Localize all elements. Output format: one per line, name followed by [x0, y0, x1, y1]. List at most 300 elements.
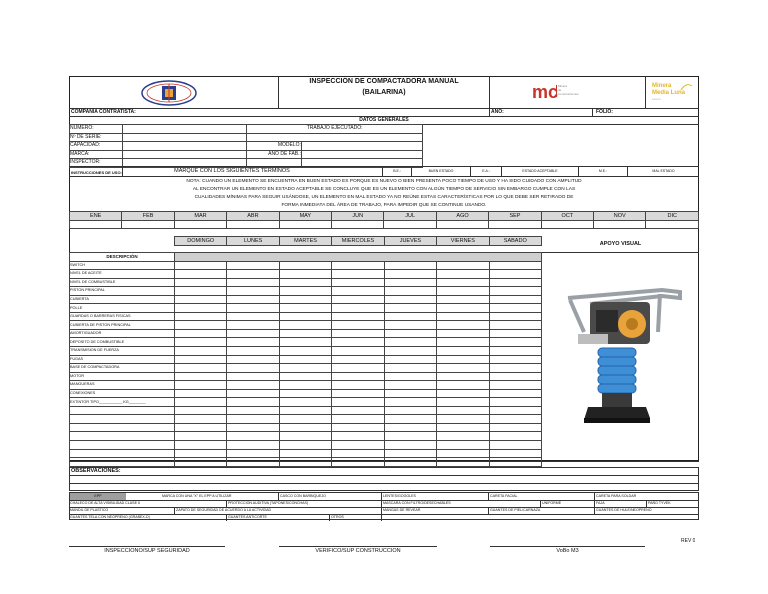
epp-careta-soldar[interactable]: CARETA PARA SOLDAR — [596, 494, 637, 498]
epp-mangas[interactable]: MANGAS DE REVEAR — [383, 508, 421, 512]
check-cell[interactable] — [384, 261, 436, 270]
check-cell[interactable] — [437, 338, 489, 347]
month-cell[interactable]: FEB — [122, 212, 174, 221]
check-cell[interactable] — [227, 441, 279, 450]
table-row — [70, 321, 542, 330]
check-cell[interactable] — [175, 295, 227, 304]
note-line-3: CUALIDADES MÍNIMAS PARA SEGUIR USÁNDOSE, UN ELEMENTO EN MAL ESTADO YA NO REÚNE ESTAS CARACTERÍSTICAS POR LO QUE DEBE SER RETIRADO DE — [194, 195, 574, 200]
table-row — [70, 295, 542, 304]
table-row — [70, 364, 542, 373]
day-sunday: DOMINGO — [175, 237, 227, 246]
check-cell[interactable] — [437, 295, 489, 304]
item-label: NIVEL DE ACEITE — [70, 271, 102, 276]
check-cell[interactable] — [279, 270, 331, 279]
col-line — [226, 500, 227, 507]
company-label: COMPAÑÍA CONTRATISTA: — [71, 109, 136, 115]
check-cell[interactable] — [175, 321, 227, 330]
check-cell[interactable] — [489, 432, 541, 441]
instructions-label: INSTRUCCIONES DE USO: — [71, 170, 122, 175]
check-cell[interactable] — [332, 338, 384, 347]
signature-construction: VERIFICÓ/SUP CONSTRUCCIÓN — [315, 548, 401, 554]
item-label: NIVEL DE COMBUSTIBLE — [70, 279, 116, 284]
check-cell[interactable] — [332, 295, 384, 304]
check-cell[interactable] — [384, 423, 436, 432]
check-cell[interactable] — [384, 347, 436, 356]
check-cell[interactable] — [175, 355, 227, 364]
check-cell[interactable] — [332, 406, 384, 415]
month-cell[interactable]: MAR — [174, 212, 226, 221]
month-cell[interactable]: JUL — [384, 212, 436, 221]
check-cell[interactable] — [332, 449, 384, 458]
check-cell[interactable] — [279, 432, 331, 441]
item-label: AMORTIGUADOR — [70, 331, 102, 336]
row-line — [69, 461, 699, 462]
col-line — [488, 493, 489, 500]
epp-tyvek[interactable]: PAÑO TYVEK — [648, 501, 671, 505]
table-row — [70, 270, 542, 279]
check-cell[interactable] — [279, 406, 331, 415]
check-cell[interactable] — [332, 347, 384, 356]
check-cell[interactable] — [175, 449, 227, 458]
check-cell[interactable] — [437, 381, 489, 390]
check-cell[interactable] — [332, 312, 384, 321]
check-cell[interactable] — [384, 372, 436, 381]
header-divider — [645, 76, 646, 108]
table-row — [70, 312, 542, 321]
col-line — [489, 108, 490, 116]
form-title: INSPECCIÓN DE COMPACTADORA MANUAL — [309, 78, 459, 85]
check-cell[interactable] — [384, 364, 436, 373]
marca-label: MARCA: — [70, 150, 90, 157]
epp-zapato[interactable]: ZAPATO DE SEGURIDAD DE ACUERDO A LA ACTIVIDAD — [176, 508, 272, 512]
item-label: CUBIERTA — [70, 297, 89, 301]
check-cell[interactable] — [332, 321, 384, 330]
check-cell[interactable] — [489, 381, 541, 390]
check-cell[interactable] — [175, 304, 227, 313]
days-header — [174, 236, 542, 246]
check-cell[interactable] — [332, 364, 384, 373]
general-fields-grid — [69, 124, 423, 168]
month-cell[interactable]: NOV — [594, 212, 646, 221]
epp-chaleco[interactable]: CHALECO DE ALTA VISIBILIDAD CLASE II — [70, 501, 140, 505]
check-cell[interactable] — [227, 423, 279, 432]
check-cell[interactable] — [489, 398, 541, 407]
check-cell[interactable] — [175, 423, 227, 432]
check-cell[interactable] — [384, 321, 436, 330]
check-cell[interactable] — [175, 270, 227, 279]
check-cell[interactable] — [384, 441, 436, 450]
table-row — [70, 381, 542, 390]
check-cell[interactable] — [227, 287, 279, 296]
check-cell[interactable] — [227, 406, 279, 415]
year-label: AÑO: — [491, 109, 504, 115]
check-cell[interactable] — [175, 338, 227, 347]
epp-label: EPP — [70, 493, 126, 500]
check-cell[interactable] — [489, 321, 541, 330]
check-cell[interactable] — [332, 261, 384, 270]
check-cell[interactable] — [384, 432, 436, 441]
check-cell[interactable] — [489, 270, 541, 279]
check-cell[interactable] — [175, 278, 227, 287]
table-row — [70, 347, 542, 356]
check-cell[interactable] — [175, 312, 227, 321]
general-data-header: DATOS GENERALES — [359, 117, 409, 123]
check-cell[interactable] — [227, 270, 279, 279]
check-cell[interactable] — [332, 398, 384, 407]
check-cell[interactable] — [489, 449, 541, 458]
check-cell[interactable] — [332, 432, 384, 441]
epp-careta-facial[interactable]: CARETA FACIAL — [490, 494, 518, 498]
check-cell[interactable] — [279, 381, 331, 390]
check-cell[interactable] — [279, 398, 331, 407]
check-cell[interactable] — [384, 287, 436, 296]
capacidad-label: CAPACIDAD: — [70, 142, 101, 149]
check-cell[interactable] — [489, 372, 541, 381]
table-row — [70, 389, 542, 398]
check-cell[interactable] — [437, 261, 489, 270]
check-cell[interactable] — [332, 329, 384, 338]
check-cell[interactable] — [227, 278, 279, 287]
table-row — [70, 449, 542, 458]
term-me: M.E.: — [578, 166, 627, 176]
check-cell[interactable] — [332, 287, 384, 296]
check-cell[interactable] — [384, 381, 436, 390]
numero-field[interactable] — [122, 125, 247, 134]
check-cell[interactable] — [489, 347, 541, 356]
check-cell[interactable] — [227, 312, 279, 321]
item-label: BASE DE COMPACTADORA — [70, 365, 120, 370]
signature-vobo: VoBo M3 — [556, 548, 579, 554]
row-line — [542, 252, 699, 253]
check-cell[interactable] — [175, 441, 227, 450]
check-cell[interactable] — [175, 415, 227, 424]
col-line — [488, 507, 489, 514]
luna-logo-line2: Media Luna — [652, 90, 686, 96]
crescent-moon-icon — [678, 82, 694, 92]
check-cell[interactable] — [437, 347, 489, 356]
row-line — [70, 483, 698, 484]
check-cell[interactable] — [227, 329, 279, 338]
epp-casco[interactable]: CASCO CON BARBIQUEJO — [280, 494, 326, 498]
check-cell[interactable] — [489, 406, 541, 415]
epp-table — [69, 492, 699, 520]
check-cell[interactable] — [489, 304, 541, 313]
epp-guantes-piel[interactable]: GUANTES DE PIEL/CARNAZA — [490, 508, 541, 512]
table-row — [70, 287, 542, 296]
check-cell[interactable] — [489, 295, 541, 304]
table-row — [70, 406, 542, 415]
check-cell[interactable] — [175, 329, 227, 338]
item-label: SWITCH — [70, 262, 85, 267]
anio-fab-label: AÑO DE FAB.: — [268, 150, 301, 157]
check-cell[interactable] — [384, 415, 436, 424]
check-cell[interactable] — [279, 449, 331, 458]
folio-label: FOLIO: — [596, 109, 613, 115]
trabajo-label: TRABAJO EJECUTADO: — [306, 125, 363, 132]
check-cell[interactable] — [489, 338, 541, 347]
check-cell[interactable] — [384, 449, 436, 458]
epp-guantes-hule[interactable]: GUANTES DE HULE/NEOPRENO — [596, 508, 652, 512]
luna-logo-line1: Minera — [652, 83, 672, 89]
check-cell[interactable] — [332, 441, 384, 450]
col-line — [226, 514, 227, 521]
table-row — [70, 278, 542, 287]
month-cell[interactable]: ENE — [70, 212, 122, 221]
check-cell[interactable] — [437, 398, 489, 407]
check-cell[interactable] — [279, 347, 331, 356]
epp-otros[interactable]: OTROS — [331, 515, 344, 519]
check-cell[interactable] — [227, 381, 279, 390]
check-cell[interactable] — [227, 389, 279, 398]
check-cell[interactable] — [279, 338, 331, 347]
check-cell[interactable] — [489, 441, 541, 450]
check-cell[interactable] — [489, 355, 541, 364]
check-cell[interactable] — [384, 406, 436, 415]
epp-instruction: MARCA CON UNA "X" EL EPP A UTILIZAR — [162, 494, 232, 498]
check-cell[interactable] — [227, 364, 279, 373]
check-cell[interactable] — [175, 381, 227, 390]
check-cell[interactable] — [332, 304, 384, 313]
row-line — [69, 176, 699, 177]
table-row — [70, 261, 542, 270]
check-cell[interactable] — [384, 270, 436, 279]
row-line — [70, 500, 698, 501]
check-cell[interactable] — [437, 432, 489, 441]
check-cell[interactable] — [437, 372, 489, 381]
check-cell[interactable] — [437, 355, 489, 364]
note-line-4: FORMA INMEDIATA DEL ÁREA DE TRABAJO, PARA IMPEDIR QUE SE CONTINUE USANDO. — [281, 203, 487, 208]
check-cell[interactable] — [227, 321, 279, 330]
check-cell[interactable] — [279, 329, 331, 338]
check-cell[interactable] — [227, 295, 279, 304]
check-cell[interactable] — [384, 312, 436, 321]
inspection-items-table — [69, 252, 542, 467]
check-cell[interactable] — [279, 423, 331, 432]
mc-logo-caption: Minera de Construcciones — [558, 84, 579, 96]
form-subtitle: (BAILARINA) — [362, 89, 406, 96]
check-cell[interactable] — [437, 304, 489, 313]
check-cell[interactable] — [384, 355, 436, 364]
check-cell[interactable] — [437, 423, 489, 432]
epp-lentes[interactable]: LENTES/GOGGLES — [383, 494, 416, 498]
check-cell[interactable] — [279, 278, 331, 287]
signature-line[interactable] — [490, 546, 645, 547]
check-cell[interactable] — [489, 415, 541, 424]
check-cell[interactable] — [175, 432, 227, 441]
trabajo-field[interactable] — [247, 133, 423, 142]
check-cell[interactable] — [227, 415, 279, 424]
row-line — [70, 475, 698, 476]
check-cell[interactable] — [227, 372, 279, 381]
anio-fab-field[interactable] — [301, 150, 422, 159]
check-cell[interactable] — [279, 372, 331, 381]
check-cell[interactable] — [279, 441, 331, 450]
epp-mandil[interactable]: MANDIL DE PLASTICO — [70, 508, 109, 512]
check-cell[interactable] — [489, 389, 541, 398]
check-cell[interactable] — [279, 304, 331, 313]
epp-mascara[interactable]: MASCARA CON FILTRO/DESECHABLES — [383, 501, 451, 505]
mc-logo: mc — [532, 82, 559, 102]
signature-line[interactable] — [69, 546, 225, 547]
signature-line[interactable] — [279, 546, 437, 547]
table-row — [70, 329, 542, 338]
check-cell[interactable] — [175, 406, 227, 415]
day-wednesday: MIERCOLES — [332, 237, 384, 246]
epp-guantes-anticorte[interactable]: GUANTES ANTICORTE — [228, 515, 267, 519]
col-line — [329, 514, 330, 521]
check-cell[interactable] — [384, 304, 436, 313]
check-cell[interactable] — [437, 312, 489, 321]
term-be-desc: BUEN ESTADO — [411, 166, 470, 176]
epp-guantes-tela[interactable]: GUANTES TELA CON NEOPRENO (GRABEX-D) — [70, 515, 150, 519]
col-line — [122, 166, 123, 176]
capacidad-field[interactable] — [122, 142, 247, 151]
item-label: CUBIERTA DE PISTON PRINCIPAL — [70, 322, 131, 327]
check-cell[interactable] — [437, 415, 489, 424]
check-cell[interactable] — [437, 287, 489, 296]
check-cell[interactable] — [227, 432, 279, 441]
month-cell[interactable]: AGO — [436, 212, 488, 221]
epp-auditiva[interactable]: PROTECCIÓN AUDITIVA (TAPONES/CONCHAS) — [228, 501, 309, 505]
row-line — [70, 507, 698, 508]
check-cell[interactable] — [489, 364, 541, 373]
check-cell[interactable] — [279, 312, 331, 321]
item-label: PISTON PRINCIPAL — [70, 288, 105, 293]
check-cell[interactable] — [227, 398, 279, 407]
check-cell[interactable] — [279, 355, 331, 364]
check-cell[interactable] — [279, 295, 331, 304]
check-cell[interactable] — [279, 389, 331, 398]
month-cell[interactable]: JUN — [332, 212, 384, 221]
check-cell[interactable] — [437, 329, 489, 338]
check-cell[interactable] — [175, 261, 227, 270]
terms-legend — [382, 166, 699, 176]
months-row — [69, 211, 699, 229]
check-cell[interactable] — [489, 261, 541, 270]
table-row — [70, 372, 542, 381]
table-row — [70, 398, 542, 407]
check-cell[interactable] — [175, 287, 227, 296]
check-cell[interactable] — [437, 441, 489, 450]
table-row — [70, 355, 542, 364]
serie-label: Nº DE SERIE: — [70, 133, 102, 140]
check-cell[interactable] — [437, 364, 489, 373]
check-cell[interactable] — [489, 423, 541, 432]
note-line-1: NOTA: CUANDO UN ELEMENTO SE ENCUENTRA EN BUEN ESTADO ES PORQUE ES NUEVO O BIEN PRESENTA POCO TIEMPO DE USO Y HA SIDO CUIDADO CON AMPLITUD — [186, 179, 582, 184]
check-cell[interactable] — [279, 415, 331, 424]
month-cell[interactable]: OCT — [541, 212, 593, 221]
col-line — [540, 500, 541, 507]
revision-label: REV 0 — [681, 538, 696, 544]
check-cell[interactable] — [227, 304, 279, 313]
check-cell[interactable] — [437, 321, 489, 330]
check-cell[interactable] — [332, 423, 384, 432]
table-row — [70, 304, 542, 313]
check-cell[interactable] — [279, 364, 331, 373]
check-cell[interactable] — [437, 406, 489, 415]
check-cell[interactable] — [489, 312, 541, 321]
numero-label: NUMERO: — [70, 125, 94, 132]
check-cell[interactable] — [489, 287, 541, 296]
check-cell[interactable] — [279, 287, 331, 296]
check-cell[interactable] — [384, 295, 436, 304]
check-cell[interactable] — [332, 355, 384, 364]
term-ea-desc: ESTADO ACEPTABLE — [501, 166, 578, 176]
check-cell[interactable] — [332, 389, 384, 398]
check-cell[interactable] — [227, 261, 279, 270]
check-cell[interactable] — [227, 347, 279, 356]
check-cell[interactable] — [384, 389, 436, 398]
check-cell[interactable] — [175, 372, 227, 381]
check-cell[interactable] — [279, 261, 331, 270]
marca-field[interactable] — [122, 150, 247, 159]
check-cell[interactable] — [489, 329, 541, 338]
observations-box[interactable] — [69, 467, 699, 491]
item-label: TRANSMISION DE FUERZA — [70, 348, 119, 353]
check-cell[interactable] — [489, 278, 541, 287]
day-tuesday: MARTES — [279, 237, 331, 246]
header-divider — [489, 76, 490, 108]
col-line — [592, 108, 593, 116]
epp-uniforme[interactable]: UNIFORME — [542, 501, 562, 505]
check-cell[interactable] — [332, 270, 384, 279]
item-label: CONEXIONES — [70, 391, 96, 396]
check-cell[interactable] — [384, 329, 436, 338]
month-cell[interactable]: MAY — [279, 212, 331, 221]
item-label: FUGAS — [70, 356, 84, 361]
check-cell[interactable] — [332, 381, 384, 390]
month-cell[interactable]: SEP — [489, 212, 541, 221]
check-cell[interactable] — [384, 338, 436, 347]
modelo-label: MODELO: — [277, 142, 301, 149]
check-cell[interactable] — [175, 389, 227, 398]
luna-logo-caption: Lorem — [652, 97, 661, 101]
table-row — [70, 423, 542, 432]
term-me-desc: MAL ESTADO — [627, 166, 699, 176]
month-cell[interactable]: ABR — [227, 212, 279, 221]
note-line-2: AL ENCONTRAR UN ELEMENTO EN ESTADO ACEPTABLE SE CONCLUYE QUE ES UN ELEMENTO CON ALGÚN TIEMPO DE SERVICIO SIN EMBARGO CUMPLE CON LAS — [192, 187, 576, 192]
check-cell[interactable] — [175, 347, 227, 356]
observations-label: OBSERVACIONES: — [71, 468, 121, 474]
check-cell[interactable] — [227, 355, 279, 364]
month-cell[interactable]: DIC — [646, 212, 699, 221]
modelo-field[interactable] — [301, 142, 422, 151]
instructions-mark: MARQUE CON LOS SIGUIENTES TÉRMINOS — [174, 168, 290, 174]
check-cell[interactable] — [332, 372, 384, 381]
table-row — [70, 432, 542, 441]
check-cell[interactable] — [332, 278, 384, 287]
check-cell[interactable] — [175, 398, 227, 407]
check-cell[interactable] — [384, 278, 436, 287]
check-cell[interactable] — [227, 338, 279, 347]
term-ea: E.A.: — [470, 166, 501, 176]
serie-field[interactable] — [122, 133, 247, 142]
item-label: POLLE — [70, 305, 83, 310]
epp-faja[interactable]: FAJA — [596, 501, 605, 505]
check-cell[interactable] — [175, 364, 227, 373]
check-cell[interactable] — [437, 278, 489, 287]
check-cell[interactable] — [279, 321, 331, 330]
visual-support-label: APOYO VISUAL — [599, 241, 642, 247]
check-cell[interactable] — [384, 398, 436, 407]
item-label: DEPOSITO DE COMBUSTIBLE — [70, 339, 125, 344]
col-line — [381, 493, 382, 521]
check-cell[interactable] — [332, 415, 384, 424]
check-cell[interactable] — [437, 449, 489, 458]
check-cell[interactable] — [437, 389, 489, 398]
check-cell[interactable] — [437, 270, 489, 279]
check-cell[interactable] — [227, 449, 279, 458]
